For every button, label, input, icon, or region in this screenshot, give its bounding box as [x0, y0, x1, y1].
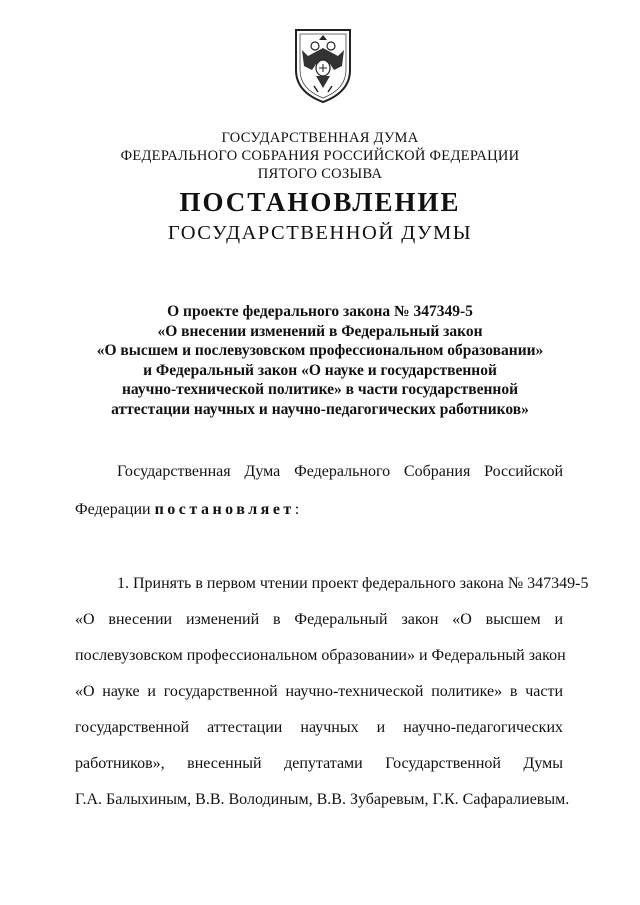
preamble-line-2 [75, 501, 563, 519]
item1-line: 1. Принять в первом чтении проект федерального закона № 347349-5 [117, 575, 589, 592]
item1-line: «О внесении изменений в Федеральный закон «О высшем и [75, 611, 563, 628]
item1-line: «О науке и государственной научно-технической политике» в части [75, 683, 563, 700]
subject-line: научно-технической политике» в части государственной [121, 381, 519, 398]
item1-line: государственной аттестации научных и научно-педагогических [75, 719, 563, 736]
preamble-line-1: Государственная Дума Федерального Собрания Российской [117, 463, 563, 480]
document-subject [40, 302, 600, 419]
item1-line: Г.А. Балыхиным, В.В. Володиным, В.В. Зубаревым, Г.К. Сафаралиевым. [75, 791, 570, 808]
document-header [0, 129, 640, 183]
preamble-text: Федерации [75, 501, 155, 518]
resolves-word: постановляет [154, 501, 295, 518]
header-line-3: ПЯТОГО СОЗЫВА [257, 166, 383, 182]
subject-line: «О высшем и послевузовском профессиональном образовании» [96, 342, 544, 359]
subject-line: «О внесении изменений в Федеральный закон [157, 322, 483, 340]
item1-line: послевузовском профессиональном образовании» и Федеральный закон [75, 647, 566, 664]
subject-line: аттестации научных и научно-педагогических работников» [111, 400, 529, 418]
document-title: ПОСТАНОВЛЕНИЕ [179, 187, 461, 217]
subject-line: О проекте федерального закона № 347349-5 [167, 303, 473, 320]
preamble-colon: : [294, 501, 300, 518]
subject-line: и Федеральный закон «О науке и государственной [143, 361, 497, 379]
header-line-2: ФЕДЕРАЛЬНОГО СОБРАНИЯ РОССИЙСКОЙ ФЕДЕРАЦИИ [120, 148, 520, 164]
russian-coat-of-arms-icon [288, 26, 358, 106]
document-subtitle: ГОСУДАРСТВЕННОЙ ДУМЫ [167, 222, 473, 244]
header-line-1: ГОСУДАРСТВЕННАЯ ДУМА [221, 130, 419, 146]
item1-line: работников», внесенный депутатами Государственной Думы [75, 755, 563, 772]
